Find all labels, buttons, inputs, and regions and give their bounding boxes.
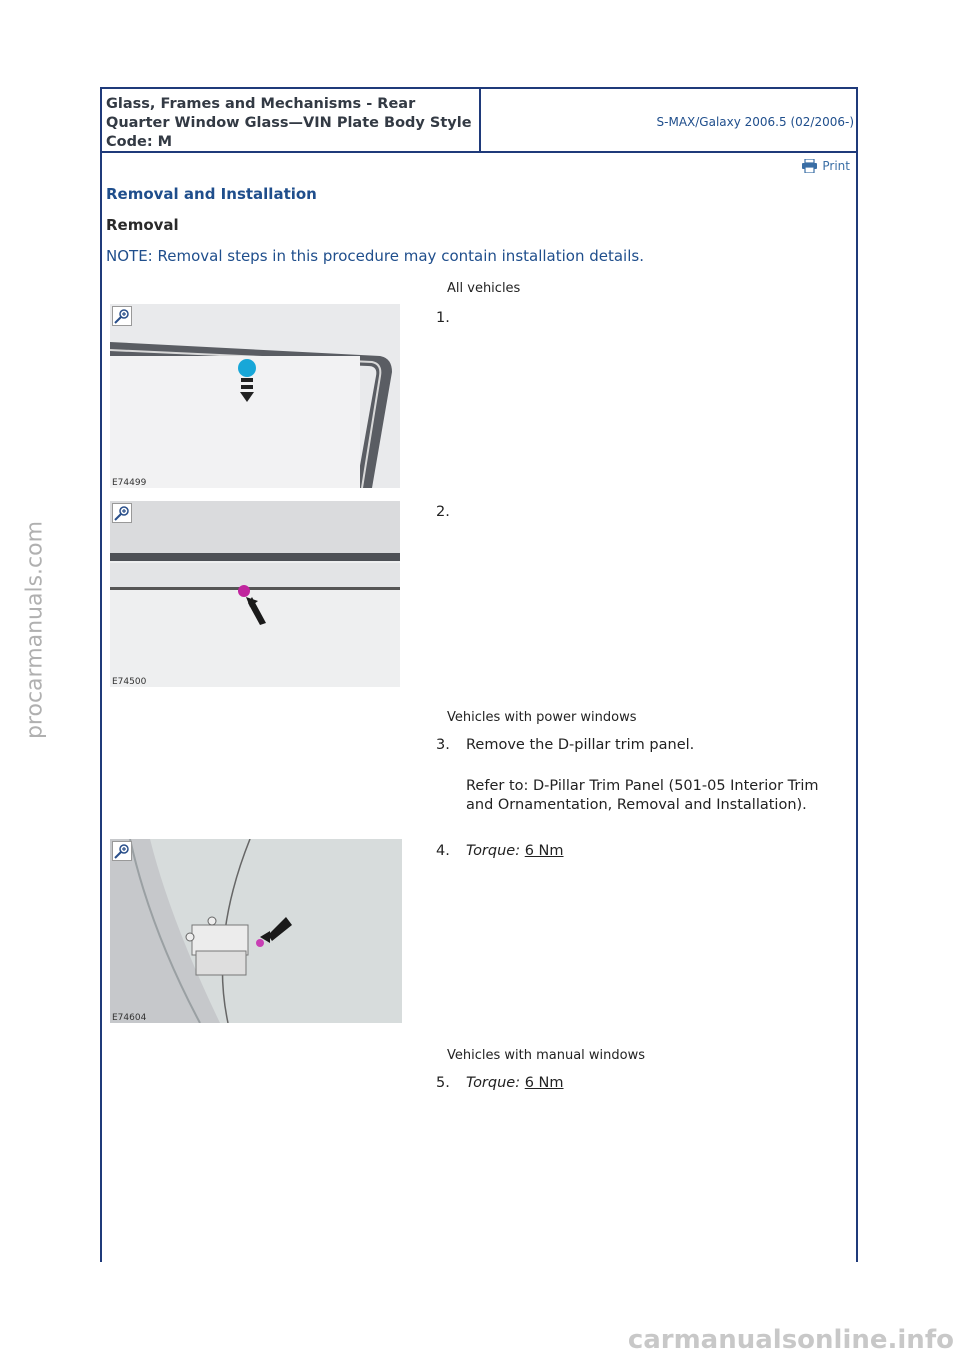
step-number: 5. [436,1075,450,1091]
zoom-icon[interactable] [112,841,132,861]
section-label-manual-windows: Vehicles with manual windows [447,1048,646,1063]
torque-label: Torque: [466,1075,521,1091]
step-number: 3. [436,737,450,753]
figure-1-illustration [110,304,400,488]
header [102,89,856,153]
figure-3-illustration [110,839,402,1023]
step-text: Remove the D-pillar trim panel. [466,737,695,753]
note-text: NOTE: Removal steps in this procedure may contain installation details. [106,247,644,265]
section-label-power-windows: Vehicles with power windows [447,710,637,725]
heading-removal-installation: Removal and Installation [106,185,317,203]
watermark-bottom: carmanualsonline.info [627,1325,954,1355]
figure-code: E74500 [112,677,147,687]
zoom-icon[interactable] [112,503,132,523]
page-title: Glass, Frames and Mechanisms - Rear Quarter Window Glass—VIN Plate Body Style Code: M [106,96,472,150]
step-number: 4. [436,843,450,859]
print-button[interactable] [801,159,850,173]
printer-icon [801,159,818,173]
watermark-side: procarmanuals.com [22,520,48,740]
figure-code: E74499 [112,478,147,488]
heading-removal: Removal [106,216,179,234]
page-frame [100,87,858,1262]
figure-3[interactable] [110,839,402,1023]
torque-value[interactable]: 6 Nm [524,843,564,859]
step-number: 1. [436,310,450,326]
section-label-all-vehicles: All vehicles [447,281,521,296]
step-number: 2. [436,504,450,520]
figure-2[interactable] [110,501,400,687]
header-divider [479,89,481,151]
zoom-icon[interactable] [112,306,132,326]
refer-to-link[interactable]: Refer to: D-Pillar Trim Panel (501-05 Interior Trim and Ornamentation, Removal and Installation). [466,778,819,813]
figure-1[interactable] [110,304,400,488]
figure-2-illustration [110,501,400,687]
torque-label: Torque: [466,843,521,859]
torque-value[interactable]: 6 Nm [524,1075,564,1091]
print-label: Print [822,159,850,173]
figure-code: E74604 [112,1013,147,1023]
model-label: S-MAX/Galaxy 2006.5 (02/2006-) [656,115,854,129]
